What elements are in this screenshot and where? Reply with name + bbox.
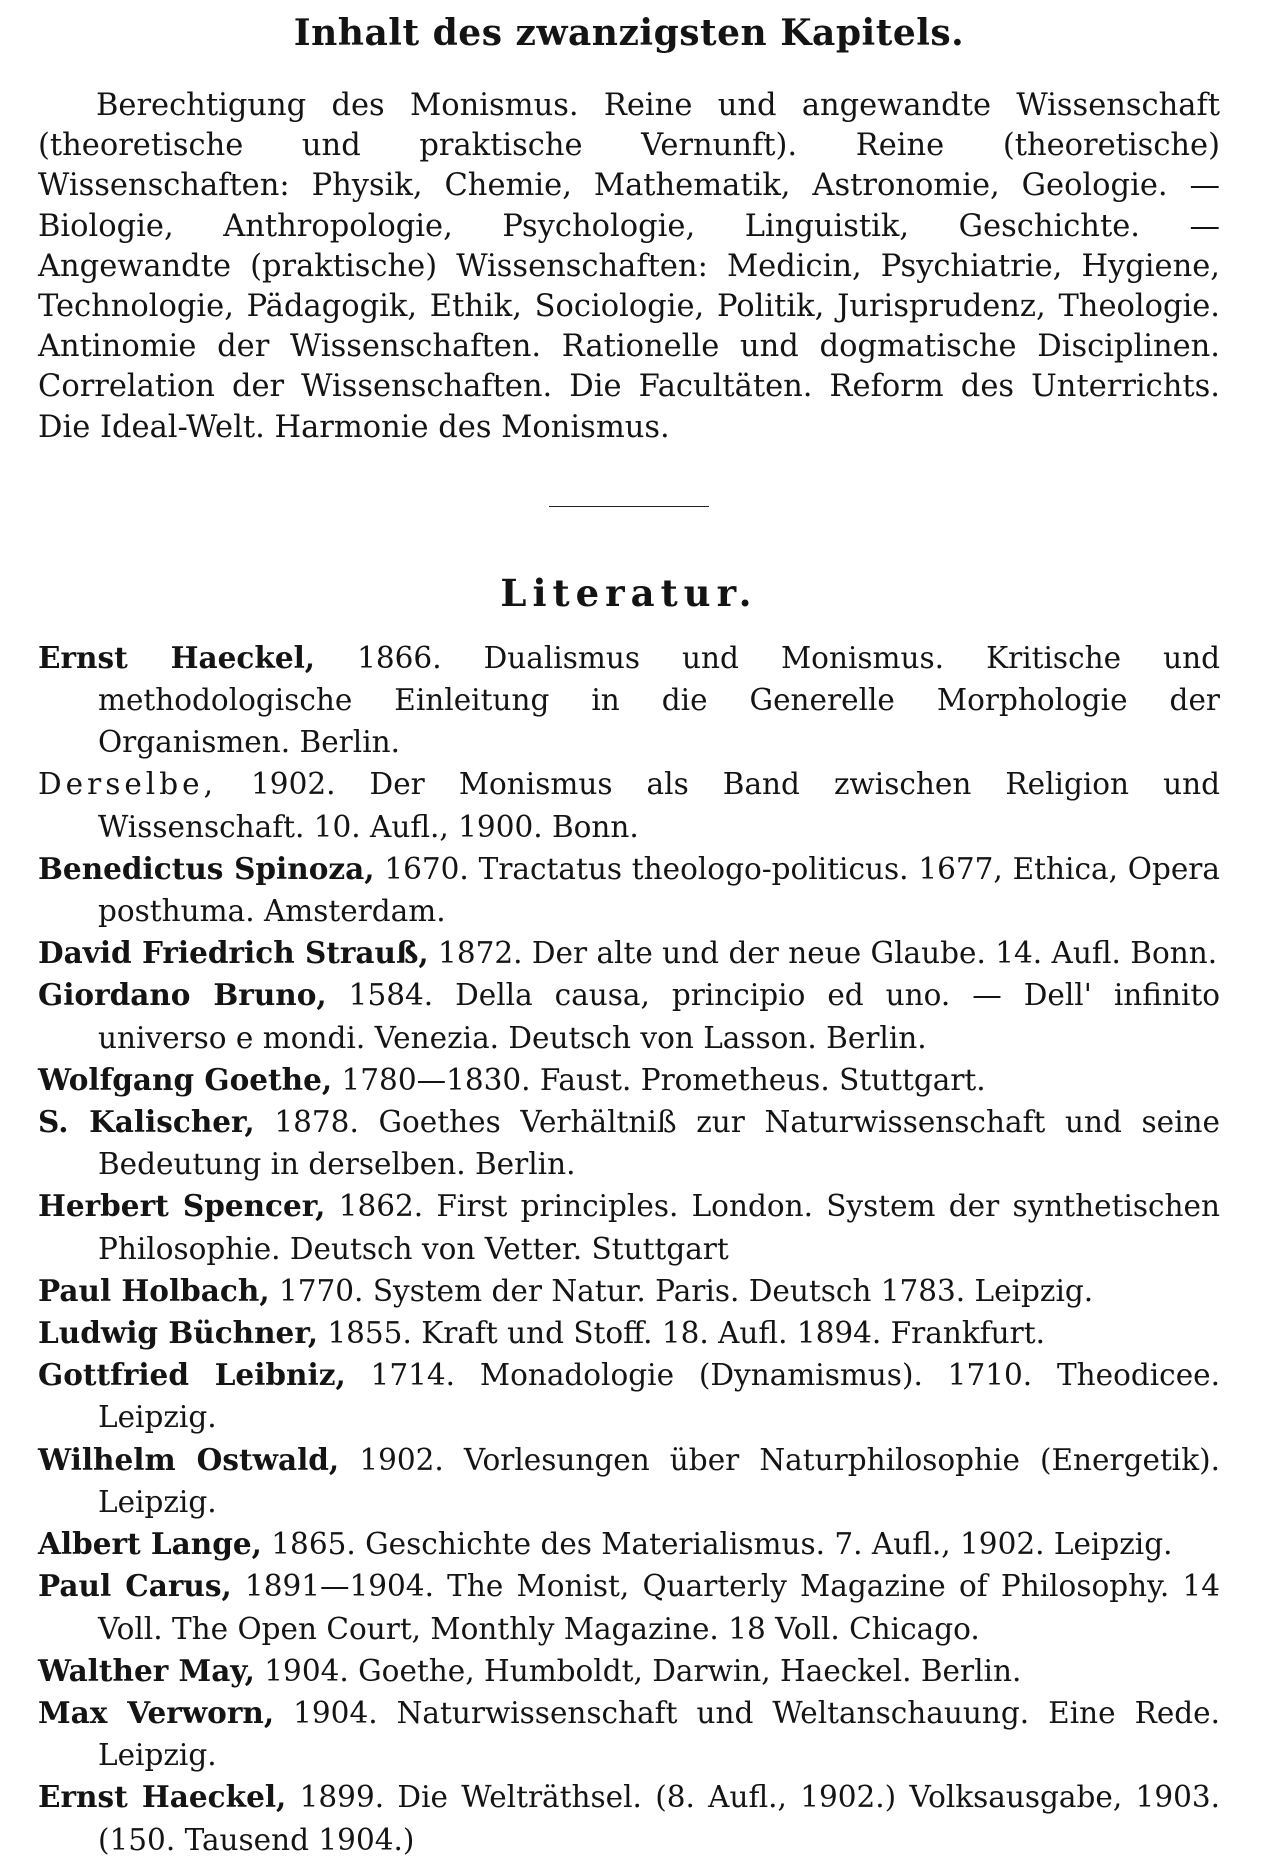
- reference-author: Paul Carus,: [38, 1568, 232, 1604]
- reference-author: Paul Holbach,: [38, 1272, 270, 1308]
- reference-text: 1899. Die Welträthsel. (8. Aufl., 1902.) Volksausgabe, 1903. (150. Tausend 1904.): [98, 1780, 1220, 1857]
- reference-item: [38, 1565, 1220, 1649]
- reference-author: Wolfgang Goethe,: [38, 1061, 333, 1097]
- reference-text: 1770. System der Natur. Paris. Deutsch 1783. Leipzig.: [269, 1273, 1094, 1308]
- reference-author: Giordano Bruno,: [38, 977, 327, 1013]
- reference-author: Ernst Haeckel,: [38, 639, 316, 675]
- reference-author: Ernst Haeckel,: [38, 1779, 287, 1815]
- reference-text: 1855. Kraft und Stoff. 18. Aufl. 1894. Frankfurt.: [318, 1316, 1045, 1351]
- reference-text: 1866. Dualismus und Monismus. Kritische und methodologische Einleitung in die Generelle Morphologie der Organismen. Berlin.: [98, 640, 1220, 760]
- reference-item: [38, 1185, 1220, 1269]
- chapter-contents-title: Inhalt des zwanzigsten Kapitels.: [293, 12, 965, 54]
- reference-text: 1902. Der Monismus als Band zwischen Religion und Wissenschaft. 10. Aufl., 1900. Bonn.: [98, 767, 1220, 844]
- reference-author: Albert Lange,: [38, 1526, 262, 1562]
- reference-item: [38, 1101, 1220, 1185]
- reference-item: [38, 848, 1220, 932]
- reference-author: Benedictus Spinoza,: [38, 850, 375, 886]
- reference-author: Walther May,: [38, 1652, 255, 1688]
- reference-text: 1670. Tractatus theologo-politicus. 1677, Ethica, Opera posthuma. Amsterdam.: [98, 851, 1220, 929]
- reference-item: [38, 974, 1220, 1058]
- section-divider: [549, 506, 709, 507]
- reference-author: S. Kalischer,: [38, 1104, 255, 1140]
- reference-item: [38, 1776, 1220, 1860]
- reference-text: 1584. Della causa, principio ed uno. — Dell' infinito universo e mondi. Venezia. Deutsch von Lasson. Berlin.: [98, 978, 1220, 1055]
- reference-item: [38, 1650, 1220, 1692]
- reference-item: [38, 1270, 1220, 1312]
- reference-text: 1878. Goethes Verhältniß zur Naturwissenschaft und seine Bedeutung in derselben. Berlin.: [98, 1105, 1220, 1182]
- literature-heading: Literatur.: [500, 570, 758, 615]
- reference-item: [38, 763, 1220, 847]
- reference-text: 1891—1904. The Monist, Quarterly Magazine of Philosophy. 14 Voll. The Open Court, Monthly Magazine. 18 Voll. Chicago.: [98, 1569, 1220, 1646]
- reference-text: 1872. Der alte und der neue Glaube. 14. Aufl. Bonn.: [428, 936, 1218, 971]
- reference-item: [38, 1312, 1220, 1354]
- reference-author: Gottfried Leibniz,: [38, 1357, 346, 1393]
- reference-author: Max Verworn,: [38, 1694, 275, 1730]
- reference-text: 1862. First principles. London. System der synthetischen Philosophie. Deutsch von Vetter. Stuttgart: [98, 1189, 1220, 1266]
- reference-text: 1714. Monadologie (Dynamismus). 1710. Theodicee. Leipzig.: [98, 1358, 1220, 1435]
- reference-item: [38, 1692, 1220, 1776]
- reference-item: [38, 1059, 1220, 1101]
- reference-text: 1902. Vorlesungen über Naturphilosophie (Energetik). Leipzig.: [98, 1442, 1221, 1519]
- reference-author: Herbert Spencer,: [38, 1188, 326, 1224]
- reference-author: Wilhelm Ostwald,: [38, 1441, 340, 1477]
- reference-text: 1780—1830. Faust. Prometheus. Stuttgart.: [332, 1062, 986, 1097]
- reference-author: Derselbe,: [38, 767, 217, 802]
- reference-text: 1904. Goethe, Humboldt, Darwin, Haeckel. Berlin.: [254, 1653, 1022, 1688]
- reference-item: [38, 1439, 1220, 1523]
- reference-item: [38, 1523, 1220, 1565]
- reference-item: [38, 932, 1220, 974]
- reference-author: David Friedrich Strauß,: [38, 935, 429, 971]
- reference-item: [38, 1354, 1220, 1438]
- reference-list: [38, 637, 1220, 1861]
- reference-author: Ludwig Büchner,: [38, 1315, 318, 1351]
- chapter-summary: Berechtigung des Monismus. Reine und angewandte Wissenschaft (theoretische und praktische Vernunft). Reine (theoretische) Wissenschaften: Physik, Chemie, Mathematik, Astronomie, Geologie. — Biologie, Anthropologie, Psychologie, Linguistik, Geschichte. — Angewandte (praktische) Wissenschaften: Medicin, Psychiatrie, Hygiene, Technologie, Pädagogik, Ethik, Sociologie, Politik, Jurisprudenz, Theologie. Antinomie der Wissenschaften. Rationelle und dogmatische Disciplinen. Correlation der Wissenschaften. Die Facultäten. Reform des Unterrichts. Die Ideal-Welt. Harmonie des Monismus.: [38, 88, 1220, 445]
- reference-text: 1865. Geschichte des Materialismus. 7. Aufl., 1902. Leipzig.: [261, 1527, 1173, 1562]
- reference-text: 1904. Naturwissenschaft und Weltanschauung. Eine Rede. Leipzig.: [98, 1695, 1221, 1773]
- reference-item: [38, 637, 1220, 764]
